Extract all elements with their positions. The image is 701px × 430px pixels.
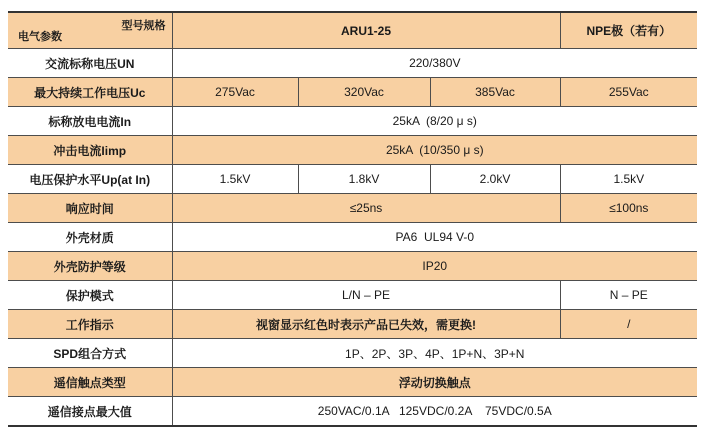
table-row-un [8, 49, 697, 78]
row-value: 385Vac [430, 78, 560, 107]
row-value: 视窗显示红色时表示产品已失效，需更换! [172, 310, 560, 339]
row-value: 1P、2P、3P、4P、1P+N、3P+N [172, 339, 697, 368]
row-label: 遥信触点类型 [8, 368, 172, 397]
header-npe-cell: NPE极（若有） [560, 12, 697, 49]
row-value: ≤25ns [172, 194, 560, 223]
row-label: 工作指示 [8, 310, 172, 339]
row-value: PA6 UL94 V-0 [172, 223, 697, 252]
row-label: 响应时间 [8, 194, 172, 223]
row-value: 1.5kV [560, 165, 697, 194]
row-value: 25kA (8/20 μ s) [172, 107, 697, 136]
row-value: / [560, 310, 697, 339]
spec-table [8, 11, 697, 427]
header-corner-cell [8, 12, 172, 49]
row-label: 遥信接点最大值 [8, 397, 172, 427]
table-row-status-indicator [8, 310, 697, 339]
row-value: IP20 [172, 252, 697, 281]
row-value: 250VAC/0.1A 125VDC/0.2A 75VDC/0.5A [172, 397, 697, 427]
corner-label-electrical-params: 电气参数 [18, 31, 62, 43]
row-value: L/N – PE [172, 281, 560, 310]
corner-label-model-spec: 型号规格 [121, 20, 166, 32]
row-value: ≤100ns [560, 194, 697, 223]
table-row-uc [8, 78, 697, 107]
row-value: 浮动切换触点 [172, 368, 697, 397]
row-value: 275Vac [172, 78, 298, 107]
row-label: SPD组合方式 [8, 339, 172, 368]
row-value: 220/380V [172, 49, 697, 78]
row-value: 2.0kV [430, 165, 560, 194]
row-label: 标称放电电流In [8, 107, 172, 136]
row-label: 冲击电流Iimp [8, 136, 172, 165]
row-value: 25kA (10/350 μ s) [172, 136, 697, 165]
table-row-protection-mode [8, 281, 697, 310]
table-row-protection-degree [8, 252, 697, 281]
table-row-in [8, 107, 697, 136]
row-label: 外壳材质 [8, 223, 172, 252]
row-value: 320Vac [298, 78, 430, 107]
table-row-remote-contact-type [8, 368, 697, 397]
table-row-housing-material [8, 223, 697, 252]
row-label: 最大持续工作电压Uc [8, 78, 172, 107]
table-row-response-time [8, 194, 697, 223]
row-value: N – PE [560, 281, 697, 310]
row-label: 电压保护水平Up(at In) [8, 165, 172, 194]
row-label: 外壳防护等级 [8, 252, 172, 281]
table-row-remote-contact-max [8, 397, 697, 427]
table-row-up [8, 165, 697, 194]
row-value: 1.5kV [172, 165, 298, 194]
row-value: 1.8kV [298, 165, 430, 194]
row-value: 255Vac [560, 78, 697, 107]
row-label: 保护模式 [8, 281, 172, 310]
header-model-cell: ARU1-25 [172, 12, 560, 49]
header-row [8, 12, 697, 49]
row-label: 交流标称电压UN [8, 49, 172, 78]
table-row-spd-combination [8, 339, 697, 368]
table-row-iimp [8, 136, 697, 165]
